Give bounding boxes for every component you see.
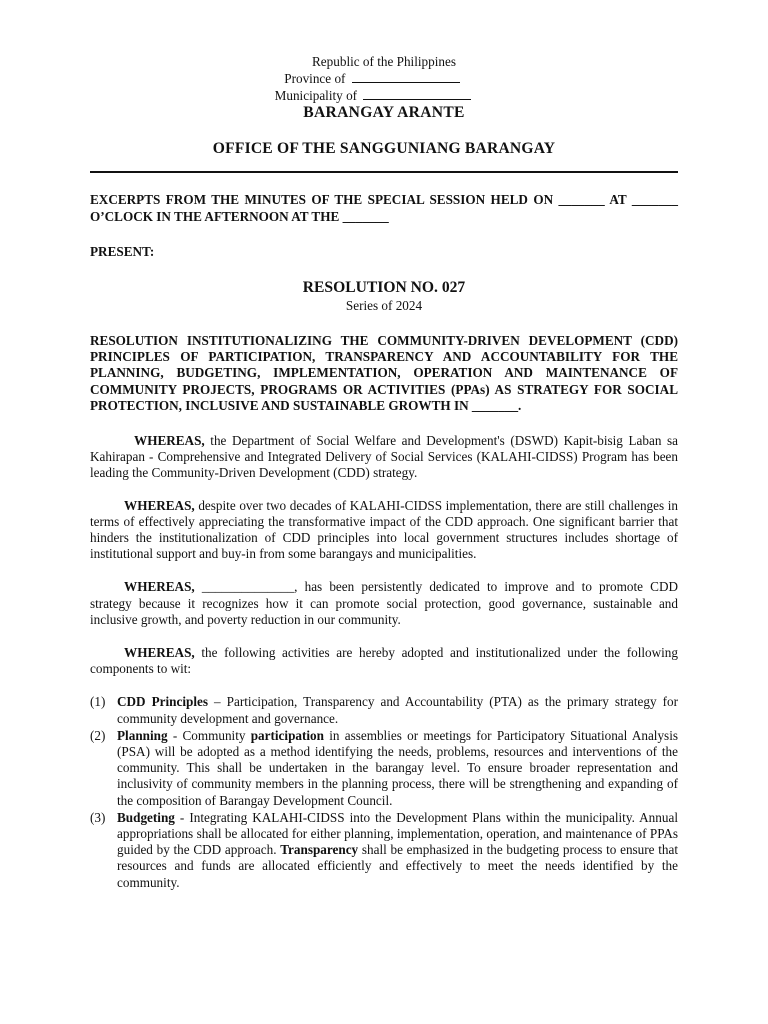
- list-text: [117, 694, 678, 726]
- list-item: [90, 694, 678, 726]
- whereas-lead: WHEREAS,: [124, 645, 195, 661]
- component-heading: Budgeting: [117, 809, 175, 825]
- component-emphasis: participation: [250, 727, 324, 743]
- whereas-paragraph-1: [90, 433, 678, 482]
- municipality-label: Municipality of: [274, 88, 358, 103]
- resolution-series: Series of 2024: [345, 298, 423, 313]
- minutes-excerpt: EXCERPTS FROM THE MINUTES OF THE SPECIAL SESSION HELD ON _______ AT _______ O’CLOCK IN THE AFTERNOON AT THE _______: [90, 192, 678, 224]
- list-text: [117, 728, 678, 809]
- list-item: [90, 728, 678, 809]
- office-title: OFFICE OF THE SANGGUNIANG BARANGAY: [212, 140, 556, 157]
- component-body: shall be emphasized in the budgeting process to ensure that resources and funds are allocated efficiently and effectively to meet the needs identified by the community.: [117, 842, 678, 890]
- list-number: (3): [90, 809, 106, 825]
- province-blank: [352, 70, 460, 83]
- component-body: – Participation, Transparency and Accountability (PTA) as the primary strategy for community development and governance.: [117, 694, 678, 726]
- header-divider: [90, 171, 678, 173]
- resolution-subject: RESOLUTION INSTITUTIONALIZING THE COMMUNITY-DRIVEN DEVELOPMENT (CDD) PRINCIPLES OF PARTICIPATION, TRANSPARENCY AND ACCOUNTABILITY FOR THE PLANNING, BUDGETING, IMPLEMENTATION, OPERATION AND MAINTENANCE OF COMMUNITY PROJECTS, PROGRAMS OR ACTIVITIES (PPAs) AS STRATEGY FOR SOCIAL PROTECTION, INCLUSIVE AND SUSTAINABLE GROWTH IN _______.: [90, 333, 678, 413]
- list-text: [117, 810, 678, 891]
- whereas-text: despite over two decades of KALAHI-CIDSS implementation, there are still challenges in terms of effectively appreciating the transformative impact of the CDD approach. One significant barrier that hinders the institutionalization of CDD principles into local government structures includes shortage of institutional support and buy-in from some barangays and municipalities.: [90, 497, 678, 562]
- whereas-text: the following activities are hereby adopted and institutionalized under the following components to wit:: [90, 645, 678, 677]
- whereas-lead: WHEREAS,: [124, 497, 195, 513]
- component-body: - Community: [167, 727, 251, 743]
- list-item: [90, 810, 678, 891]
- municipality-blank: [363, 87, 471, 100]
- barangay-name: BARANGAY ARANTE: [303, 104, 465, 121]
- whereas-lead: WHEREAS,: [134, 433, 205, 449]
- resolution-title: RESOLUTION NO. 027: [302, 279, 466, 296]
- present-label: PRESENT:: [90, 244, 155, 259]
- whereas-text: the Department of Social Welfare and Development's (DSWD) Kapit-bisig Laban sa Kahirapan - Comprehensive and Integrated Delivery of Social Services (KALAHI-CIDSS) Program has been leading the Community-Driven Development (CDD) strategy.: [90, 433, 678, 481]
- whereas-lead: WHEREAS,: [124, 579, 195, 595]
- municipality-line: [68, 87, 678, 104]
- list-number: (2): [90, 727, 106, 743]
- component-heading: CDD Principles: [117, 694, 209, 710]
- component-body: - Integrating KALAHI-CIDSS into the Development Plans within the municipality. Annual appropriations shall be allocated for either planning, implementation, operation, and maintenance of PPAs guided by the CDD approach.: [117, 809, 678, 858]
- component-body: in assemblies or meetings for Participatory Situational Analysis (PSA) will be adopted as a method identifying the needs, problems, resources and interventions of the community. This shall be undertaken in the barangay level. To ensure broader representation and inclusivity of community members in the planning process, there will be strengthening and expanding of the composition of Barangay Development Council.: [117, 727, 678, 808]
- list-number: (1): [90, 694, 106, 710]
- whereas-paragraph-3: [90, 579, 678, 628]
- whereas-text: ______________, has been persistently dedicated to improve and to promote CDD strategy because it recognizes how it can promote social protection, good governance, sustainable and inclusive growth, and poverty reduction in our community.: [90, 579, 678, 627]
- republic-line: Republic of the Philippines: [312, 54, 456, 69]
- whereas-paragraph-4: [90, 645, 678, 677]
- components-list: [90, 694, 678, 890]
- component-heading: Planning: [117, 727, 168, 743]
- document-header: [90, 54, 678, 121]
- province-line: [66, 70, 678, 87]
- province-label: Province of: [284, 71, 346, 86]
- whereas-paragraph-2: [90, 498, 678, 563]
- component-emphasis: Transparency: [280, 842, 359, 858]
